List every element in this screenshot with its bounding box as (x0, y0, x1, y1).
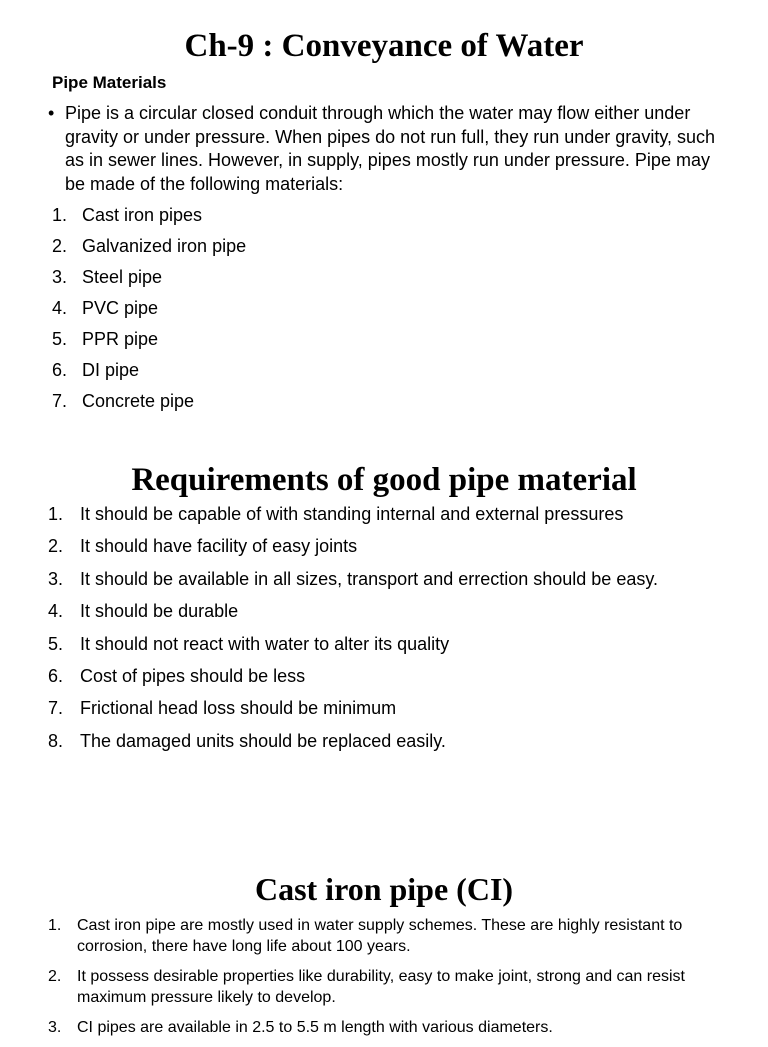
pipe-definition-text: Pipe is a circular closed conduit through which the water may flow either under gravity or under pressure. When pipes do not run full, they run under gravity, such as in sewer lines. However, in supply, pipes mostly run under pressure. Pipe may be made of the following materials: (65, 103, 716, 194)
list-item-text: Frictional head loss should be minimum (80, 698, 397, 719)
cast-iron-list (48, 915, 728, 1047)
list-item-number: 4. (48, 601, 64, 622)
list-item-text: DI pipe (82, 360, 140, 380)
list-item-number: 5. (52, 329, 68, 349)
list-item-number: 3. (52, 267, 68, 287)
list-item-text: Concrete pipe (82, 391, 195, 411)
list-item-number: 1. (48, 917, 62, 934)
list-item-text: It should not react with water to alter its quality (80, 633, 450, 654)
requirements-heading: Requirements of good pipe material (131, 462, 637, 498)
list-item-number: 7. (52, 391, 68, 411)
cast-iron-heading: Cast iron pipe (CI) (254, 871, 514, 907)
list-item-number: 6. (52, 360, 68, 380)
list-item-text: Galvanized iron pipe (82, 236, 247, 256)
pipe-materials-list (52, 203, 712, 420)
list-item (48, 502, 728, 526)
list-item (48, 915, 728, 957)
page-title: Ch-9 : Conveyance of Water (184, 28, 584, 64)
list-item-number: 4. (52, 298, 68, 318)
list-item (48, 534, 728, 558)
list-item (52, 389, 712, 413)
list-item-text: It possess desirable properties like durability, easy to make joint, strong and can resist maximum pressure likely to develop. (77, 968, 685, 1006)
list-item-text: Cost of pipes should be less (80, 665, 306, 686)
list-item-number: 1. (48, 504, 64, 524)
list-item-number: 2. (48, 968, 62, 985)
list-item-number: 7. (48, 698, 64, 719)
list-item-text: The damaged units should be replaced easily. (80, 730, 446, 751)
list-item-text: It should be available in all sizes, transport and errection should be easy. (80, 568, 659, 589)
bullet-dot: • (48, 103, 55, 123)
list-item (48, 696, 728, 720)
list-item-number: 6. (48, 665, 64, 686)
list-item (48, 729, 728, 753)
list-item-number: 8. (48, 730, 64, 751)
list-item (48, 1017, 728, 1038)
list-item (52, 234, 712, 258)
list-item-text: CI pipes are available in 2.5 to 5.5 m length with various diameters. (77, 1019, 553, 1036)
list-item (52, 296, 712, 320)
list-item-number: 3. (48, 1019, 62, 1036)
list-item (48, 966, 728, 1008)
list-item-number: 2. (52, 236, 68, 256)
list-item-number: 1. (52, 205, 68, 225)
list-item (48, 567, 728, 591)
list-item (48, 599, 728, 623)
list-item (52, 327, 712, 351)
list-item-text: It should be capable of with standing internal and external pressures (80, 504, 624, 524)
list-item (52, 358, 712, 382)
list-item-number: 5. (48, 633, 64, 654)
requirements-list (48, 502, 728, 761)
list-item (52, 265, 712, 289)
list-item (52, 203, 712, 227)
list-item-text: Steel pipe (82, 267, 163, 287)
list-item (48, 632, 728, 656)
list-item (48, 664, 728, 688)
pipe-definition-bullet (48, 102, 728, 196)
list-item-text: It should be durable (80, 601, 239, 622)
list-item-number: 3. (48, 568, 64, 589)
pipe-materials-heading: Pipe Materials (52, 73, 167, 92)
list-item-text: PPR pipe (82, 329, 159, 349)
list-item-text: Cast iron pipe are mostly used in water supply schemes. These are highly resistant to corrosion, there have long life about 100 years. (77, 917, 683, 955)
list-item-text: It should have facility of easy joints (80, 536, 358, 557)
list-item-text: Cast iron pipes (82, 205, 203, 225)
list-item-number: 2. (48, 536, 64, 557)
list-item-text: PVC pipe (82, 298, 159, 318)
